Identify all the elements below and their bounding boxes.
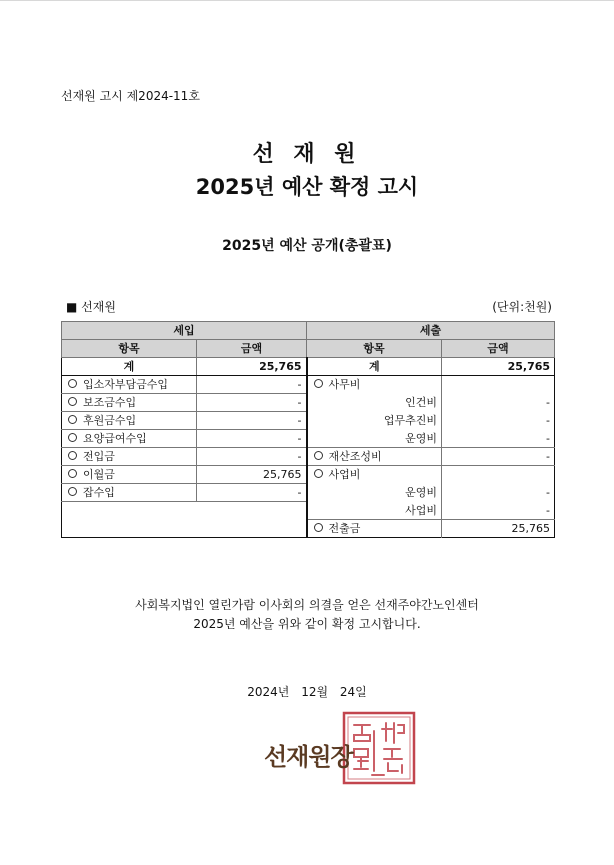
expense-subitem-label: 업무추진비: [307, 412, 442, 430]
circle-bullet-icon: [68, 469, 77, 478]
statement-line-1: 사회복지법인 열린가람 이사회의 의결을 얻은 선재주야간노인센터: [135, 598, 479, 612]
circle-bullet-icon: [314, 469, 323, 478]
table-column-header-row: [62, 340, 555, 358]
notice-date: 2024년 12월 24일: [247, 685, 367, 699]
expense-subitem-amount: -: [546, 396, 551, 409]
revenue-item-label: 요양급여수입: [83, 432, 147, 445]
expense-subitem-label: 운영비: [307, 484, 442, 502]
table-row: [62, 519, 555, 537]
circle-bullet-icon: [314, 379, 323, 388]
circle-bullet-icon: [68, 397, 77, 406]
table-row: [62, 484, 555, 502]
statement-line-2: 2025년 예산을 위와 같이 확정 고시합니다.: [193, 617, 421, 631]
revenue-item-header: 항목: [62, 340, 197, 358]
revenue-total-label: 계: [62, 358, 197, 376]
document-number: 선재원 고시 제2024-11호: [61, 89, 200, 103]
expense-total-label: 계: [307, 358, 442, 376]
circle-bullet-icon: [68, 487, 77, 496]
expense-subitem-amount: -: [546, 486, 551, 499]
revenue-item-amount: 25,765: [197, 466, 307, 484]
revenue-item-label: 보조금수입: [83, 396, 137, 409]
expense-subitem-amount: -: [442, 430, 555, 448]
expense-item-label: 사무비: [328, 378, 361, 392]
signer-name: 선재원장: [264, 743, 353, 771]
table-row: [62, 394, 555, 412]
expense-item-label: 재산조성비: [328, 450, 382, 463]
expense-subitem-amount: -: [546, 414, 551, 427]
expense-subitem-label: 사업비: [307, 502, 442, 520]
expense-item-label: 사업비: [328, 468, 361, 482]
expense-subitem-label: 인건비: [307, 394, 442, 412]
seal-stamp-icon: [342, 711, 416, 785]
revenue-amount-header: 금액: [197, 340, 307, 358]
subtitle: 2025년 예산 공개(총괄표): [222, 238, 392, 254]
revenue-item-amount: -: [197, 394, 307, 412]
table-row: [62, 412, 555, 430]
expense-item-amount: -: [442, 448, 555, 466]
revenue-item-amount: -: [197, 448, 307, 466]
circle-bullet-icon: [68, 433, 77, 442]
expense-item-header: 항목: [307, 340, 442, 358]
page-top-border: [0, 0, 614, 1]
revenue-item-label: 잡수입: [83, 486, 115, 499]
circle-bullet-icon: [68, 379, 77, 388]
organization-label: ■ 선재원: [66, 300, 116, 314]
revenue-item-label: 전입금: [83, 450, 115, 463]
title-main: 2025년 예산 확정 고시: [195, 175, 419, 199]
circle-bullet-icon: [314, 523, 323, 532]
expense-total-amount: 25,765: [442, 358, 555, 376]
table-row: [62, 376, 555, 394]
table-row: [62, 430, 555, 448]
expense-item-amount: 25,765: [511, 521, 551, 535]
budget-table: [61, 321, 555, 538]
title-organization: 선 재 원: [252, 142, 362, 167]
expense-item-label: 전출금: [328, 521, 361, 535]
expense-subitem-label: 운영비: [307, 430, 442, 448]
revenue-item-amount: -: [197, 430, 307, 448]
revenue-item-amount: -: [197, 412, 307, 430]
revenue-total-amount: 25,765: [197, 358, 307, 376]
circle-bullet-icon: [314, 451, 323, 460]
table-section-header-row: [62, 322, 555, 340]
circle-bullet-icon: [68, 415, 77, 424]
revenue-item-label: 후원금수입: [83, 414, 137, 427]
revenue-item-amount: -: [197, 484, 307, 502]
circle-bullet-icon: [68, 451, 77, 460]
revenue-item-label: 이월금: [83, 468, 115, 481]
expense-subitem-amount: -: [442, 502, 555, 520]
revenue-header: 세입: [62, 322, 307, 340]
expense-amount-header: 금액: [442, 340, 555, 358]
table-row: [62, 466, 555, 484]
revenue-item-label: 입소자부담금수입: [83, 378, 169, 391]
revenue-item-amount: -: [197, 376, 307, 394]
expense-header: 세출: [307, 322, 555, 340]
table-row: [62, 502, 555, 520]
table-row: [62, 448, 555, 466]
total-row: [62, 358, 555, 376]
unit-label: (단위:천원): [492, 300, 552, 314]
